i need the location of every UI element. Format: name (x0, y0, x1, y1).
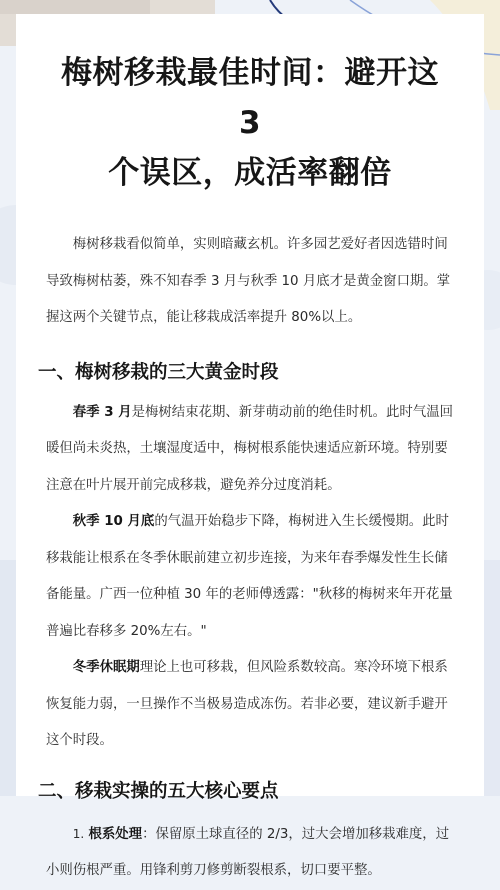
winter-label: 冬季休眠期 (72, 660, 140, 675)
spring-text: 是梅树结束花期、新芽萌动前的绝佳时机。此时气温回暖但尚未炎热，土壤湿度适中，梅树根系能快速适应新环境。特别要注意在叶片展开前完成移栽，避免养分过度消耗。 (46, 404, 453, 493)
winter-paragraph (46, 650, 454, 760)
intro-paragraph: 梅树移栽看似简单，实则暗藏玄机。许多园艺爱好者因选错时间导致梅树枯萎，殊不知春季 3 月与秋季 10 月底才是黄金窗口期。掌握这两个关键节点，能让移栽成活率提升 80%以上。 (46, 237, 451, 325)
winter-text: 理论上也可移栽，但风险系数较高。寒冷环境下根系恢复能力弱，一旦操作不当极易造成冻伤。若非必要，建议新手避开这个时段。 (46, 660, 448, 748)
article-card (16, 14, 484, 878)
list-item (46, 816, 454, 890)
section-heading-2: 二、移栽实操的五大核心要点 (38, 780, 279, 802)
list-item-number: 1. (72, 826, 85, 841)
autumn-text: 的气温开始稳步下降，梅树进入生长缓慢期。此时移栽能让根系在冬季休眠前建立初步连接，为来年春季爆发性生长储备能量。广西一位种植 30 年的老师傅透露："秋移的梅树来年开花量普遍比春移多 20%左右。" (46, 514, 453, 639)
spring-paragraph (46, 395, 454, 505)
article-title (46, 48, 454, 198)
list-item-text: ：保留原土球直径的 2/3，过大会增加移栽难度，过小则伤根严重。用锋利剪刀修剪断裂根系，切口要平整。 (46, 826, 450, 878)
list-item-label: 根系处理 (88, 826, 143, 842)
title-line-2: 个误区，成活率翻倍 (108, 155, 392, 191)
autumn-paragraph (46, 504, 454, 650)
title-line-1: 梅树移栽最佳时间：避开这 3 (61, 55, 439, 141)
autumn-label: 秋季 10 月底 (72, 514, 155, 529)
section-heading-1: 一、梅树移栽的三大黄金时段 (38, 361, 279, 383)
spring-label: 春季 3 月 (72, 404, 132, 420)
